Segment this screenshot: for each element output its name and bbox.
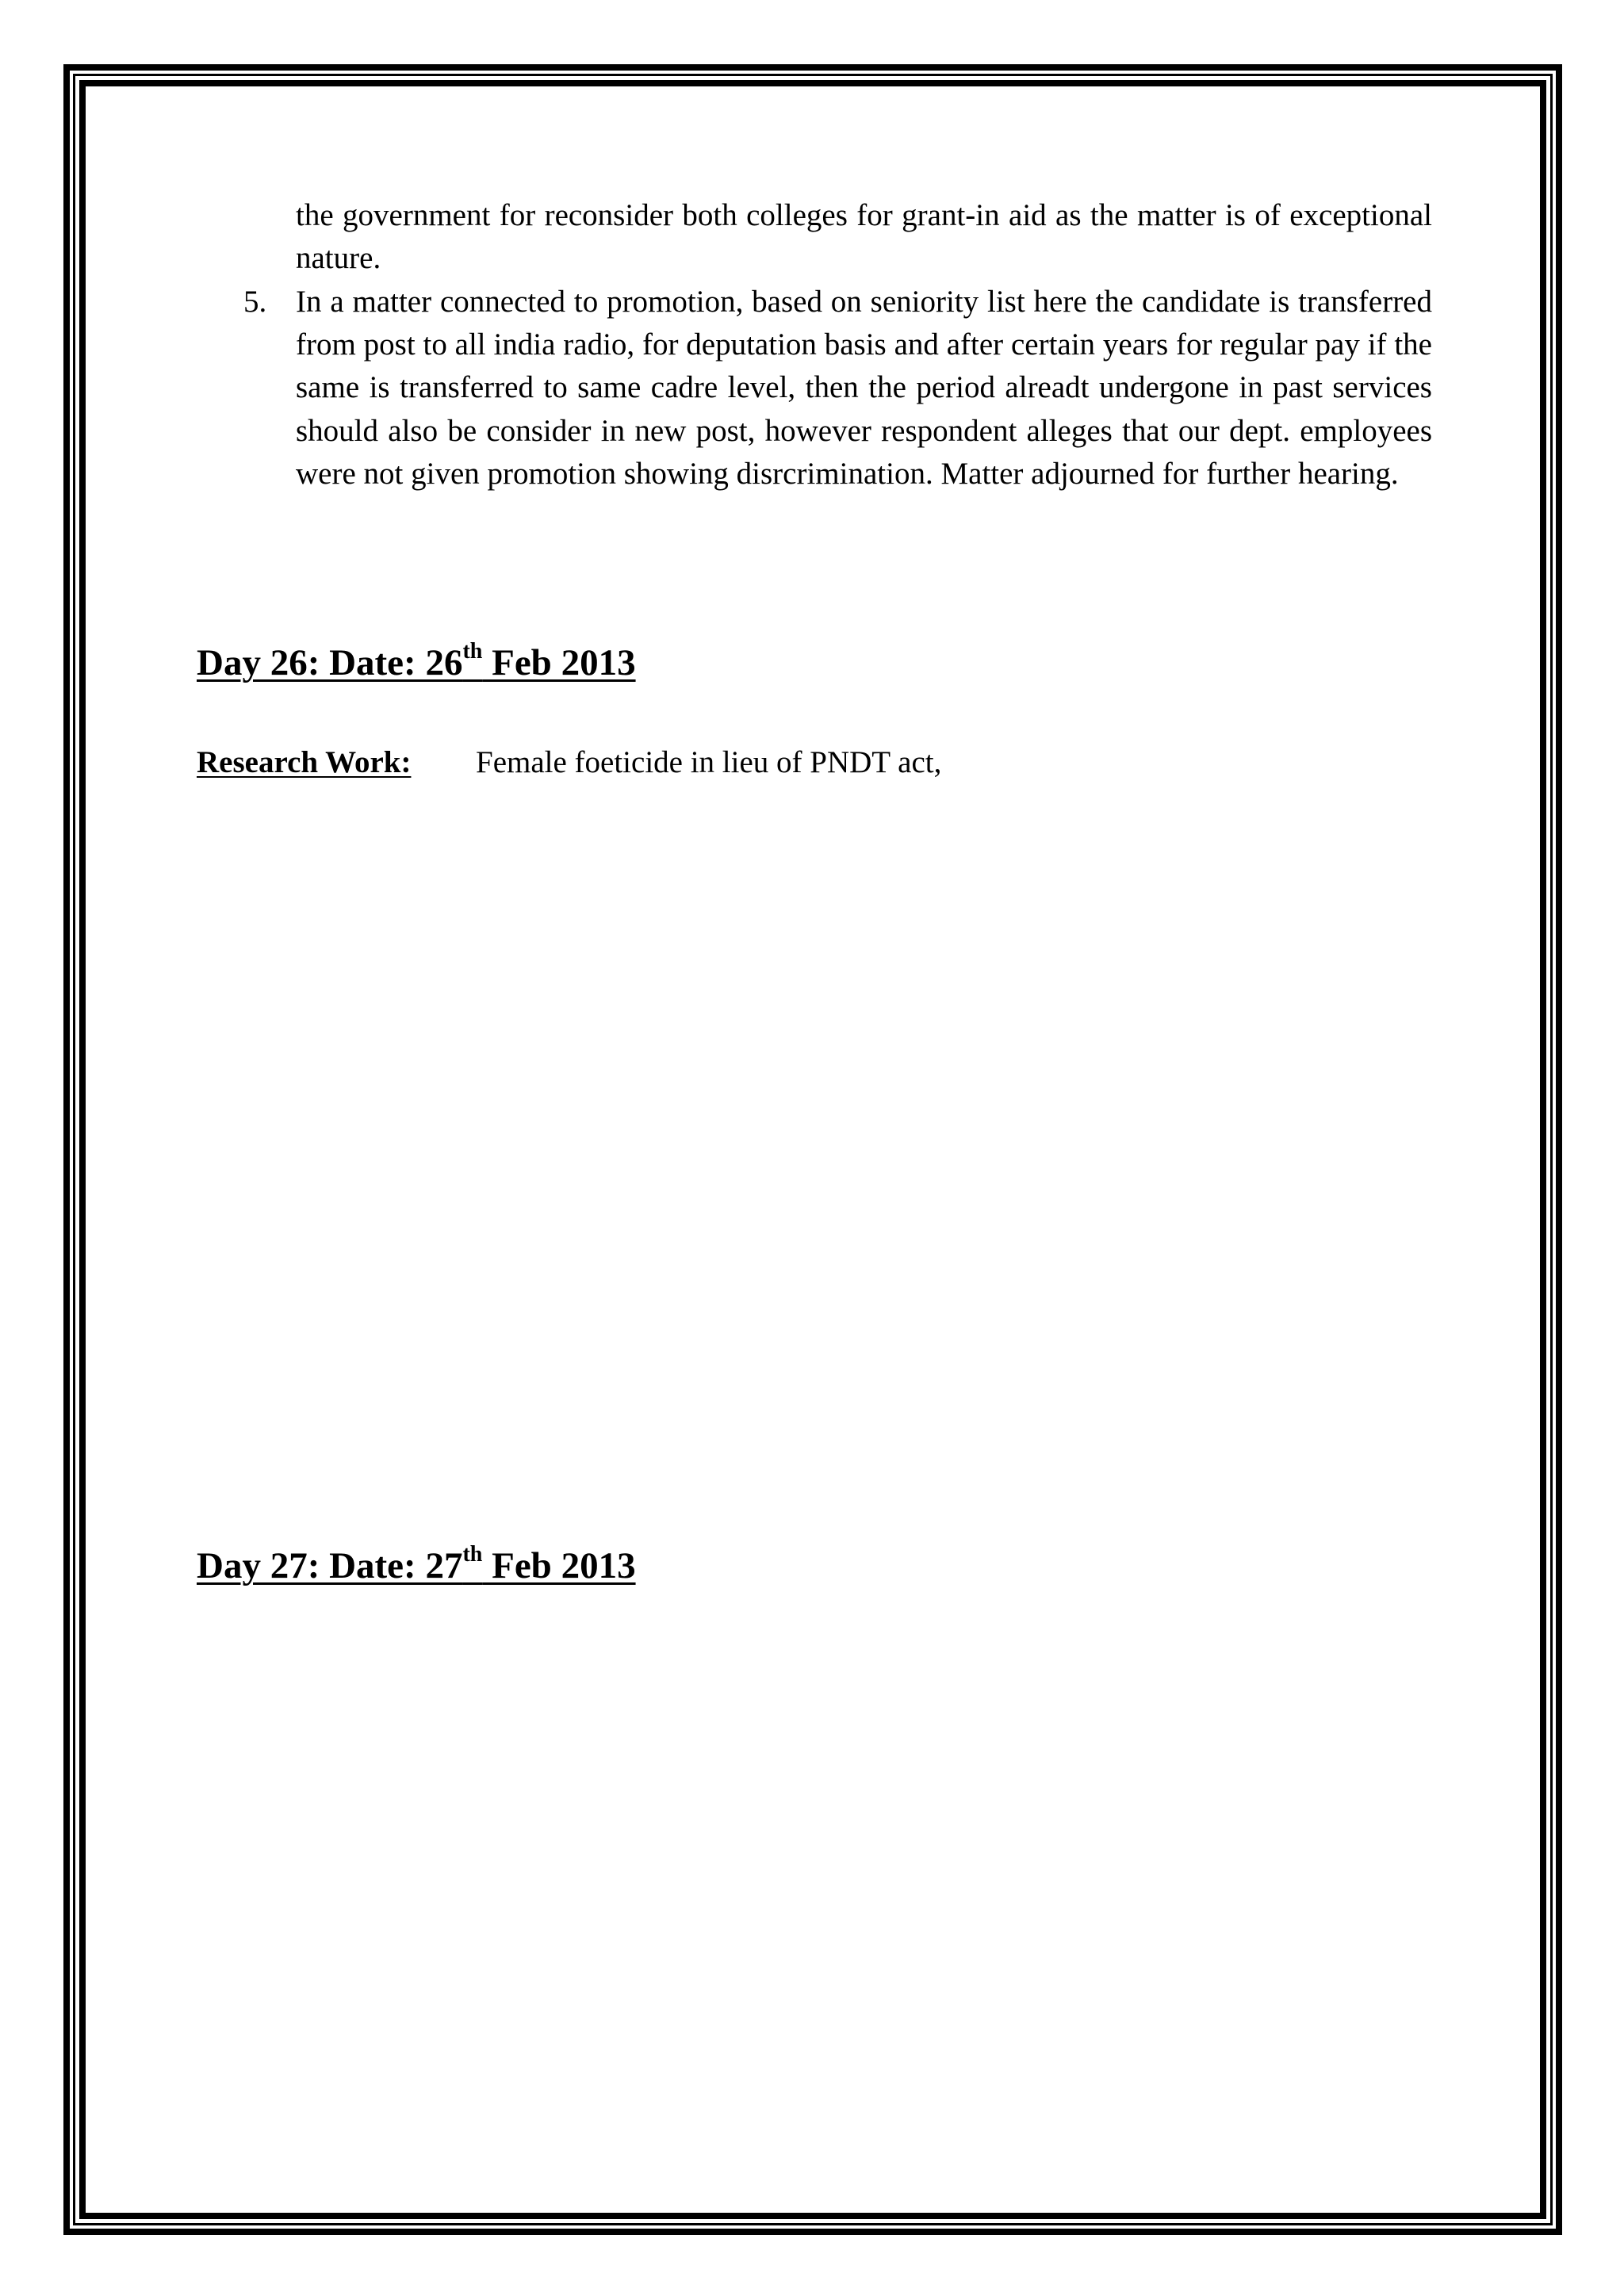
list-item-number: 5. — [243, 285, 267, 319]
day-26-heading-prefix: Day 26: Date: 26 — [197, 642, 463, 683]
day-27-heading-prefix: Day 27: Date: 27 — [197, 1545, 463, 1586]
list-item-text: In a matter connected to promotion, based on seniority list here the candidate is transferred from post to all india radio, for deputation basis and after certain years for regular pay if the same is transferred to same cadre level, then the period alreadt undergone in past services should also be consider in new post, however respondent alleges that our dept. employees were not given promotion showing disrcrimination. Matter adjourned for further hearing. — [296, 285, 1432, 491]
continuation-paragraph: the government for reconsider both colleges for grant-in aid as the matter is of exceptional nature. — [296, 198, 1432, 276]
day-26-heading — [197, 639, 636, 687]
day-27-heading — [197, 1542, 636, 1590]
research-work-label: Research Work: — [197, 745, 412, 779]
research-work-value: Female foeticide in lieu of PNDT act, — [476, 745, 942, 779]
day-27-heading-suffix: Feb 2013 — [482, 1545, 636, 1586]
day-27-heading-sup: th — [462, 1542, 483, 1567]
day-26-heading-sup: th — [462, 639, 483, 664]
day-26-heading-suffix: Feb 2013 — [482, 642, 636, 683]
